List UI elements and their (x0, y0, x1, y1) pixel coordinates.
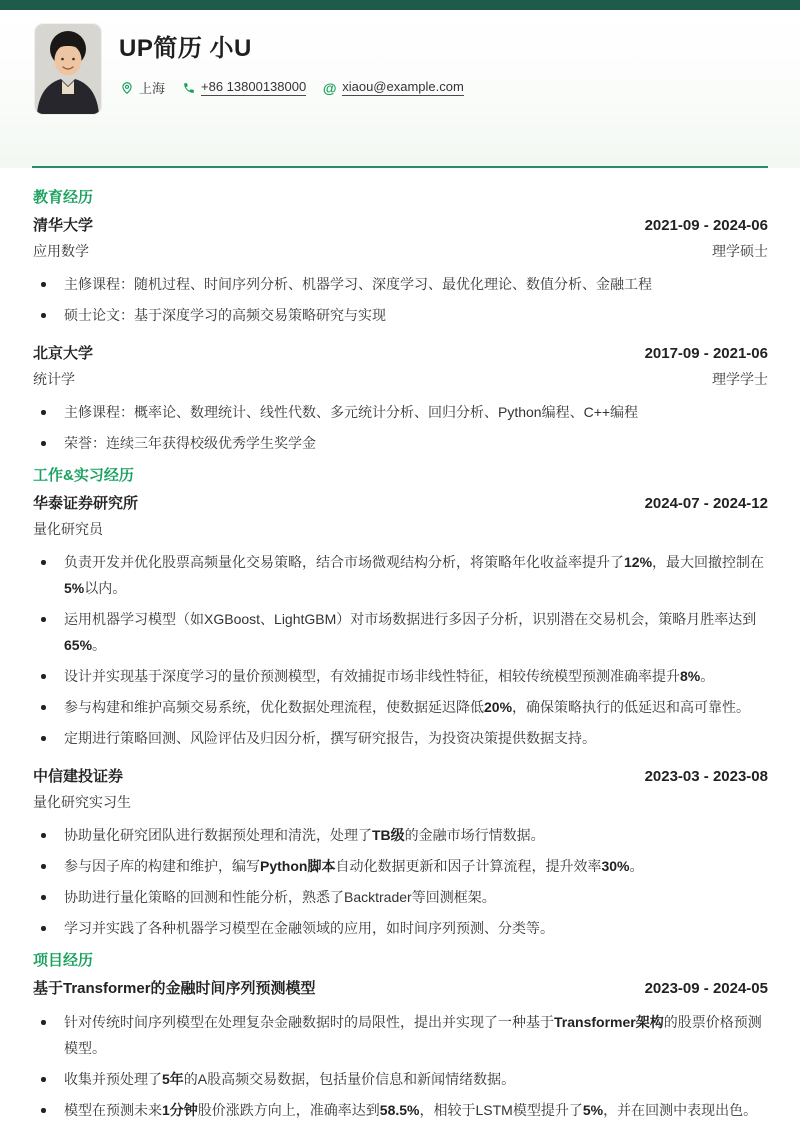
entry-header (33, 342, 768, 366)
bullet-item: 参与因子库的构建和维护，编写Python脚本自动化数据更新和因子计算流程，提升效率30%。 (33, 853, 768, 879)
bullet-list (33, 1009, 768, 1123)
phone-item (181, 79, 306, 96)
entry-subtitle (33, 239, 768, 263)
bullet-item: 硕士论文：基于深度学习的高频交易策略研究与实现 (33, 302, 768, 328)
entry-header (33, 977, 768, 1001)
bullet-list (33, 399, 768, 456)
entry-subtitle (33, 367, 768, 391)
location-item (119, 78, 165, 97)
entry-title: 华泰证券研究所 (33, 495, 139, 512)
bullet-list (33, 549, 768, 751)
bullet-list (33, 271, 768, 328)
entry-title: 基于Transformer的金融时间序列预测模型 (33, 980, 316, 997)
entry-title: 清华大学 (33, 217, 94, 234)
top-accent-bar (0, 0, 800, 10)
resume-header (0, 10, 800, 168)
entry-header (33, 492, 768, 516)
entry-degree: 理学硕士 (712, 243, 768, 259)
email-item (322, 79, 464, 96)
bullet-item: 主修课程：随机过程、时间序列分析、机器学习、深度学习、最优化理论、数值分析、金融工程 (33, 271, 768, 297)
bullet-item: 收集并预处理了5年的A股高频交易数据，包括量价信息和新闻情绪数据。 (33, 1066, 768, 1092)
section (33, 951, 768, 1123)
entry (33, 214, 768, 328)
section (33, 188, 768, 456)
bullet-item: 设计并实现基于深度学习的量价预测模型，有效捕捉市场非线性特征，相较传统模型预测准确率提升8%。 (33, 663, 768, 689)
entry-role: 统计学 (33, 371, 75, 387)
contact-row (119, 78, 480, 97)
entry-subtitle (33, 517, 768, 541)
bullet-item: 运用机器学习模型（如XGBoost、LightGBM）对市场数据进行多因子分析，识别潜在交易机会，策略月胜率达到65%。 (33, 606, 768, 658)
entry (33, 765, 768, 941)
resume-body (0, 188, 800, 1123)
entry-date: 2024-07 - 2024-12 (644, 495, 768, 512)
bullet-item: 定期进行策略回测、风险评估及归因分析，撰写研究报告，为投资决策提供数据支持。 (33, 725, 768, 751)
entry-role: 应用数学 (33, 243, 89, 259)
bullet-item: 负责开发并优化股票高频量化交易策略，结合市场微观结构分析，将策略年化收益率提升了12%，最大回撤控制在5%以内。 (33, 549, 768, 601)
entry-role: 量化研究员 (33, 521, 103, 537)
entry-title: 中信建投证券 (33, 768, 124, 785)
entry-header (33, 765, 768, 789)
entry-title: 北京大学 (33, 345, 94, 362)
bullet-item: 学习并实践了各种机器学习模型在金融领域的应用，如时间序列预测、分类等。 (33, 915, 768, 941)
section-title: 项目经历 (33, 952, 94, 969)
phone-icon (181, 80, 196, 95)
entry-date: 2021-09 - 2024-06 (644, 217, 768, 234)
location-text: 上海 (139, 81, 166, 96)
entry-date: 2017-09 - 2021-06 (644, 345, 768, 362)
bullet-item: 主修课程：概率论、数理统计、线性代数、多元统计分析、回归分析、Python编程、C++编程 (33, 399, 768, 425)
entry-header (33, 214, 768, 238)
bullet-item: 针对传统时间序列模型在处理复杂金融数据时的局限性，提出并实现了一种基于Transformer架构的股票价格预测模型。 (33, 1009, 768, 1061)
bullet-item: 荣誉：连续三年获得校级优秀学生奖学金 (33, 430, 768, 456)
entry (33, 492, 768, 751)
at-icon: @ (322, 79, 337, 96)
entry-date: 2023-09 - 2024-05 (644, 980, 768, 997)
entry-degree: 理学学士 (712, 371, 768, 387)
phone-link[interactable]: +86 13800138000 (201, 79, 307, 94)
section (33, 466, 768, 941)
candidate-name: UP简历 小U (119, 35, 252, 62)
avatar-illustration (35, 24, 101, 114)
bullet-item: 协助进行量化策略的回测和性能分析，熟悉了Backtrader等回测框架。 (33, 884, 768, 910)
entry-date: 2023-03 - 2023-08 (644, 768, 768, 785)
email-link[interactable]: xiaou@example.com (342, 79, 464, 94)
avatar (35, 24, 101, 114)
location-pin-icon (119, 80, 134, 95)
entry (33, 977, 768, 1123)
bullet-item: 参与构建和维护高频交易系统，优化数据处理流程，使数据延迟降低20%，确保策略执行的低延迟和高可靠性。 (33, 694, 768, 720)
section-title: 教育经历 (33, 189, 94, 206)
entry (33, 342, 768, 456)
header-divider (32, 166, 768, 168)
bullet-item: 协助量化研究团队进行数据预处理和清洗，处理了TB级的金融市场行情数据。 (33, 822, 768, 848)
section-title: 工作&实习经历 (33, 467, 134, 484)
entry-subtitle (33, 790, 768, 814)
bullet-list (33, 822, 768, 941)
bullet-item: 模型在预测未来1分钟股价涨跌方向上，准确率达到58.5%，相较于LSTM模型提升了5%，并在回测中表现出色。 (33, 1097, 768, 1123)
entry-role: 量化研究实习生 (33, 794, 131, 810)
